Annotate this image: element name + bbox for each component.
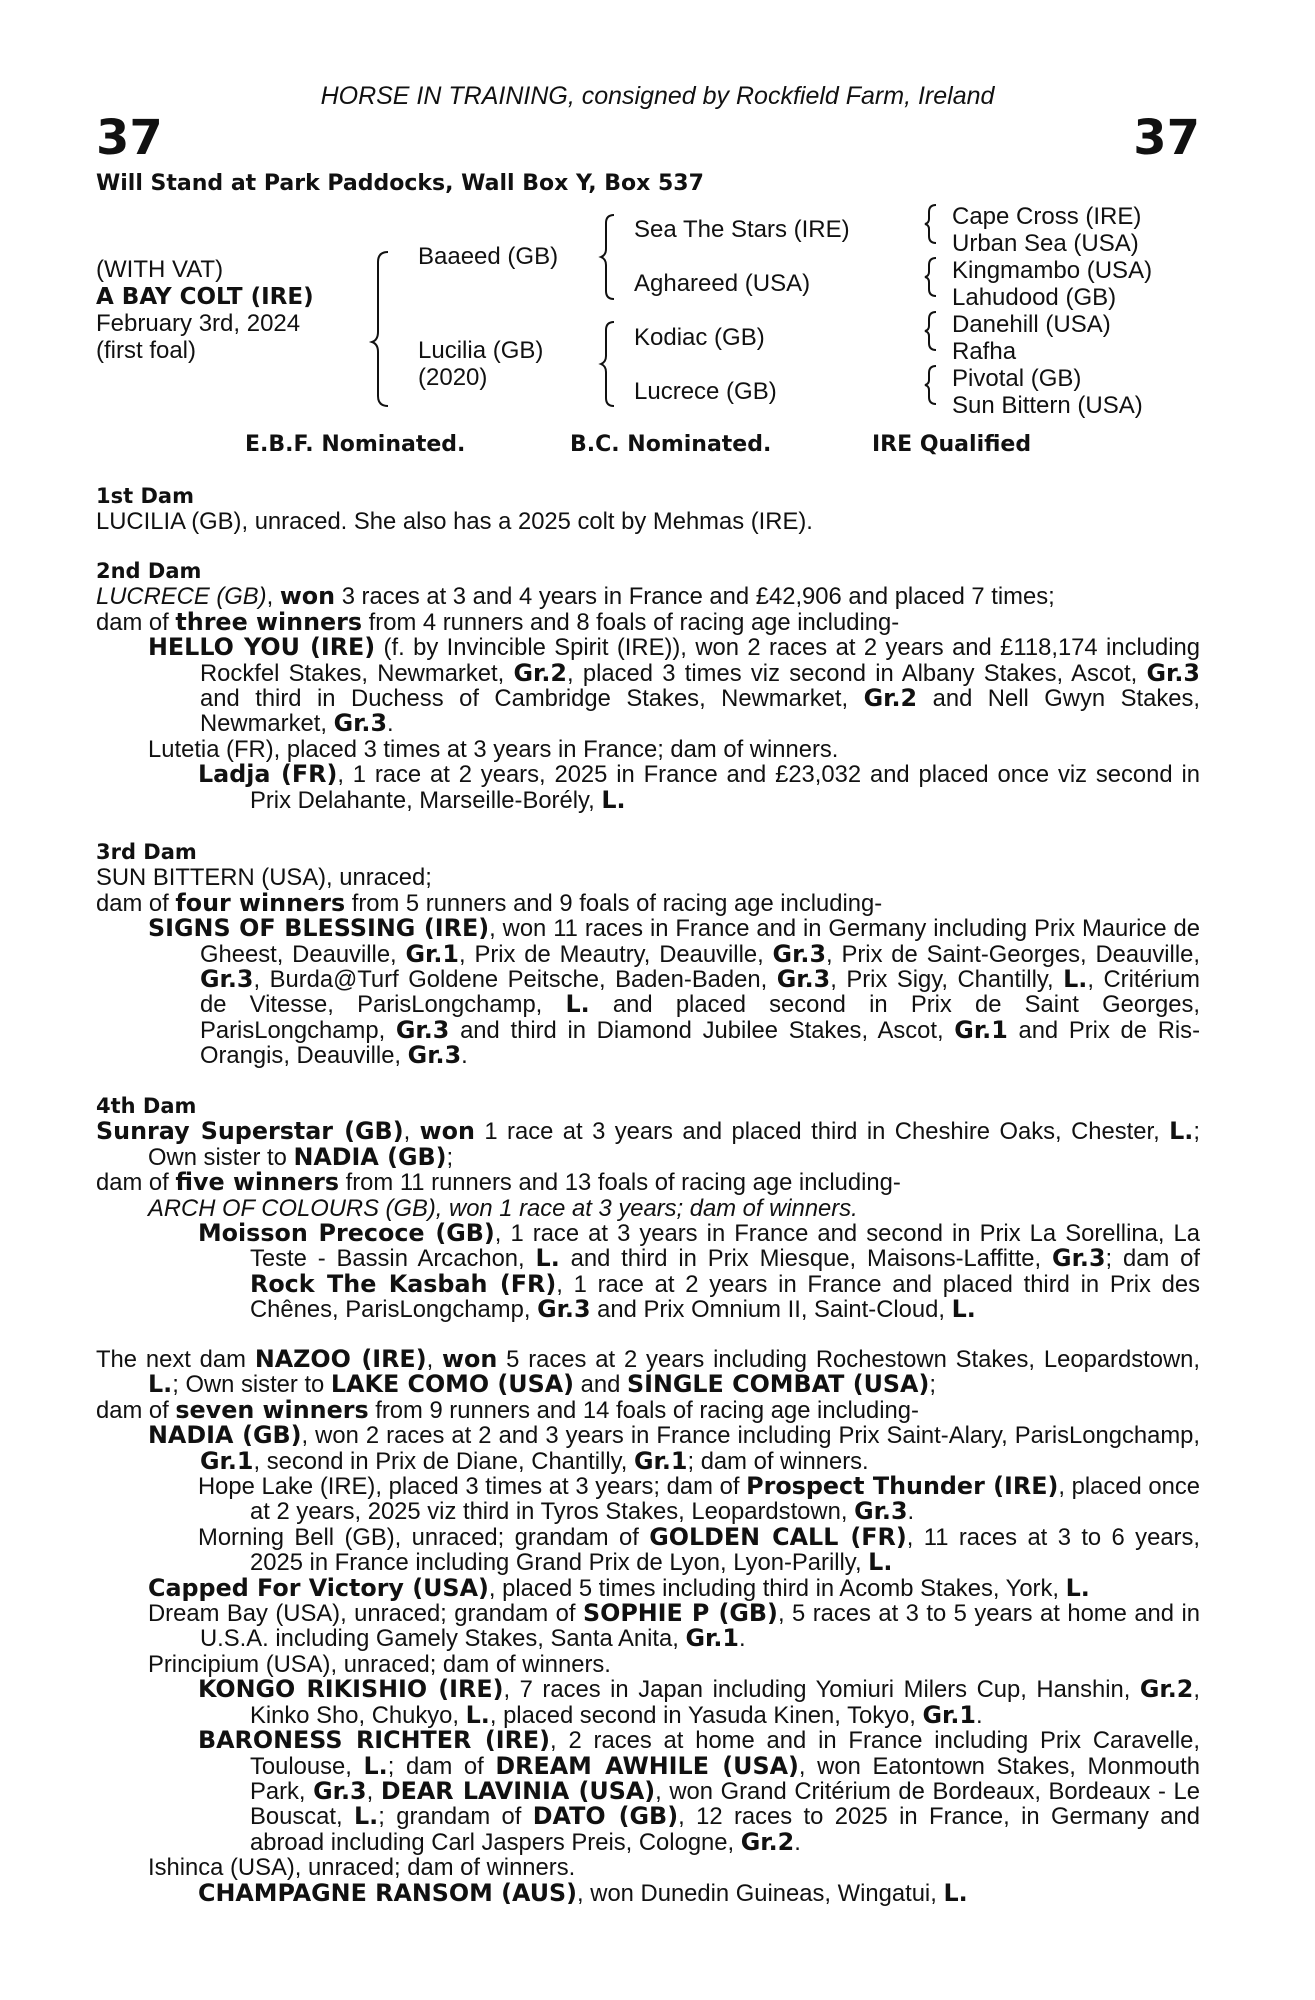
foaled-date: February 3rd, 2024	[96, 310, 301, 337]
dam-sire: Kodiac (GB)	[634, 324, 765, 351]
gp-2: Urban Sea (USA)	[952, 230, 1139, 257]
dam: Lucilia (GB)	[418, 337, 544, 364]
gp-6: Rafha	[952, 338, 1017, 365]
dam-line: LUCRECE (GB), won 3 races at 3 and 4 years in France and £42,906 and placed 7 times;	[96, 582, 1055, 611]
gp-8: Sun Bittern (USA)	[952, 392, 1143, 419]
produce-entry: KONGO RIKISHIO (IRE), 7 races in Japan including Yomiuri Milers Cup, Hanshin, Gr.2, Kinko Sho, Chukyo, L., placed second in Yasuda Kinen, Tokyo, Gr.1.	[198, 1675, 1200, 1729]
gp-7: Pivotal (GB)	[952, 365, 1082, 392]
gp-4: Lahudood (GB)	[952, 284, 1117, 311]
produce-entry: Capped For Victory (USA), placed 5 times including third in Acomb Stakes, York, L.	[148, 1573, 1090, 1602]
next-dam-section	[96, 1347, 1200, 1906]
dam-dam: Lucrece (GB)	[634, 378, 777, 405]
lot-number-left: 37	[96, 110, 163, 166]
produce-entry: Morning Bell (GB), unraced; grandam of GOLDEN CALL (FR), 11 races at 3 to 6 years, 2025 in France including Grand Prix de Lyon, Lyon-Parilly, L.	[198, 1522, 1200, 1577]
produce-entry: Dream Bay (USA), unraced; grandam of SOPHIE P (GB), 5 races at 3 to 5 years at home and in U.S.A. including Gamely Stakes, Santa Anita, Gr.1.	[148, 1599, 1201, 1653]
dam-line: Sunray Superstar (GB), won 1 race at 3 years and placed third in Cheshire Oaks, Chester, L.; Own sister to NADIA (GB);	[96, 1117, 1200, 1171]
horse-name: A BAY COLT (IRE)	[96, 284, 314, 310]
first-foal-note: (first foal)	[96, 337, 197, 364]
bracket-ss	[925, 205, 936, 243]
sire: Baaeed (GB)	[418, 243, 559, 270]
dam-line: dam of five winners from 11 runners and 13 foals of racing age including-	[96, 1168, 901, 1197]
bracket-sire	[601, 215, 614, 299]
produce-entry: Principium (USA), unraced; dam of winners.	[148, 1650, 611, 1678]
lot-number-right: 37	[1133, 110, 1200, 166]
produce-entry: SIGNS OF BLESSING (IRE), won 11 races in France and in Germany including Prix Maurice de Gheest, Deauville, Gr.1, Prix de Meautry, Deauville, Gr.3, Prix de Saint-Georges, Deauville, Gr.3, Burda@Turf Goldene Peitsche, Baden-Baden, Gr.3, Prix Sigy, Chantilly, L., Critérium de Vitesse, ParisLongchamp, L. and placed second in Prix de Saint Georges, ParisLongchamp, Gr.3 and third in Diamond Jubilee Stakes, Ascot, Gr.1 and Prix de Ris-Orangis, Deauville, Gr.3.	[148, 914, 1200, 1070]
stand-location: Will Stand at Park Paddocks, Wall Box Y, Box 537	[96, 171, 704, 196]
vat-note: (WITH VAT)	[96, 256, 224, 283]
first-dam-text: LUCILIA (GB), unraced. She also has a 2025 colt by Mehmas (IRE).	[96, 508, 813, 536]
produce-entry: BARONESS RICHTER (IRE), 2 races at home and in France including Prix Caravelle, Toulouse, L.; dam of DREAM AWHILE (USA), won Eatontown Stakes, Monmouth Park, Gr.3, DEAR LAVINIA (USA), won Grand Critérium de Bordeaux, Bordeaux - Le Bouscat, L.; grandam of DATO (GB), 12 races to 2025 in France, in Germany and abroad including Carl Jaspers Preis, Cologne, Gr.2.	[198, 1726, 1200, 1856]
section-title: 2nd Dam	[96, 559, 202, 583]
produce-entry: Lutetia (FR), placed 3 times at 3 years in France; dam of winners.	[148, 735, 839, 763]
section-title: 1st Dam	[96, 484, 194, 508]
bracket-ds	[925, 312, 936, 350]
bracket-main	[372, 252, 388, 406]
produce-entry: HELLO YOU (IRE) (f. by Invincible Spirit (IRE)), won 2 races at 2 years and £118,174 including Rockfel Stakes, Newmarket, Gr.2, placed 3 times viz second in Albany Stakes, Ascot, Gr.3 and third in Duchess of Cambridge Stakes, Newmarket, Gr.2 and Nell Gwyn Stakes, Newmarket, Gr.3.	[148, 633, 1200, 738]
section-title: 4th Dam	[96, 1094, 197, 1118]
third-dam-section	[96, 840, 1200, 1069]
gp-3: Kingmambo (USA)	[952, 257, 1153, 284]
produce-entry: CHAMPAGNE RANSOM (AUS), won Dunedin Guineas, Wingatui, L.	[198, 1878, 968, 1907]
bracket-dd	[925, 366, 936, 404]
produce-entry: ARCH OF COLOURS (GB), won 1 race at 3 years; dam of winners.	[148, 1194, 858, 1222]
sire-dam: Aghareed (USA)	[634, 270, 811, 297]
bracket-sd	[925, 258, 936, 296]
produce-entry: Hope Lake (IRE), placed 3 times at 3 years; dam of Prospect Thunder (IRE), placed once at 2 years, 2025 viz third in Tyros Stakes, Leopardstown, Gr.3.	[198, 1472, 1200, 1526]
fourth-dam-section	[96, 1094, 1200, 1323]
ebf-nominated: E.B.F. Nominated.	[245, 432, 466, 457]
section-title: 3rd Dam	[96, 840, 197, 864]
produce-entry: Ladja (FR), 1 race at 2 years, 2025 in France and £23,032 and placed once viz second in Prix Delahante, Marseille-Borély, L.	[198, 760, 1200, 814]
bc-nominated: B.C. Nominated.	[570, 432, 772, 457]
ire-qualified: IRE Qualified	[872, 432, 1032, 457]
gp-1: Cape Cross (IRE)	[952, 203, 1142, 230]
dam-year: (2020)	[418, 364, 488, 391]
sire-sire: Sea The Stars (IRE)	[634, 216, 850, 243]
second-dam-section	[96, 559, 1200, 813]
dam-line: dam of seven winners from 9 runners and 14 foals of racing age including-	[96, 1395, 919, 1424]
produce-entry: Moisson Precoce (GB), 1 race at 3 years in France and second in Prix La Sorellina, La Teste - Bassin Arcachon, L. and third in Prix Miesque, Maisons-Laffitte, Gr.3; dam of Rock The Kasbah (FR), 1 race at 2 years in France and placed third in Prix des Chênes, ParisLongchamp, Gr.3 and Prix Omnium II, Saint-Cloud, L.	[198, 1219, 1200, 1324]
dam-line: dam of three winners from 4 runners and 8 foals of racing age including-	[96, 607, 900, 636]
produce-entry: NADIA (GB), won 2 races at 2 and 3 years in France including Prix Saint-Alary, ParisLongchamp, Gr.1, second in Prix de Diane, Chantilly, Gr.1; dam of winners.	[148, 1421, 1200, 1475]
dam-line: dam of four winners from 5 runners and 9 foals of racing age including-	[96, 888, 883, 917]
gp-5: Danehill (USA)	[952, 311, 1111, 338]
dam-line: SUN BITTERN (USA), unraced;	[96, 864, 432, 892]
first-dam-section	[96, 484, 1200, 535]
produce-entry: Ishinca (USA), unraced; dam of winners.	[148, 1854, 576, 1882]
dam-line: The next dam NAZOO (IRE), won 5 races at 2 years including Rochestown Stakes, Leopardstown, L.; Own sister to LAKE COMO (USA) and SINGLE COMBAT (USA);	[96, 1345, 1200, 1399]
bracket-dam	[601, 322, 614, 406]
consignor-note: HORSE IN TRAINING, consigned by Rockfield Farm, Ireland	[320, 82, 995, 110]
